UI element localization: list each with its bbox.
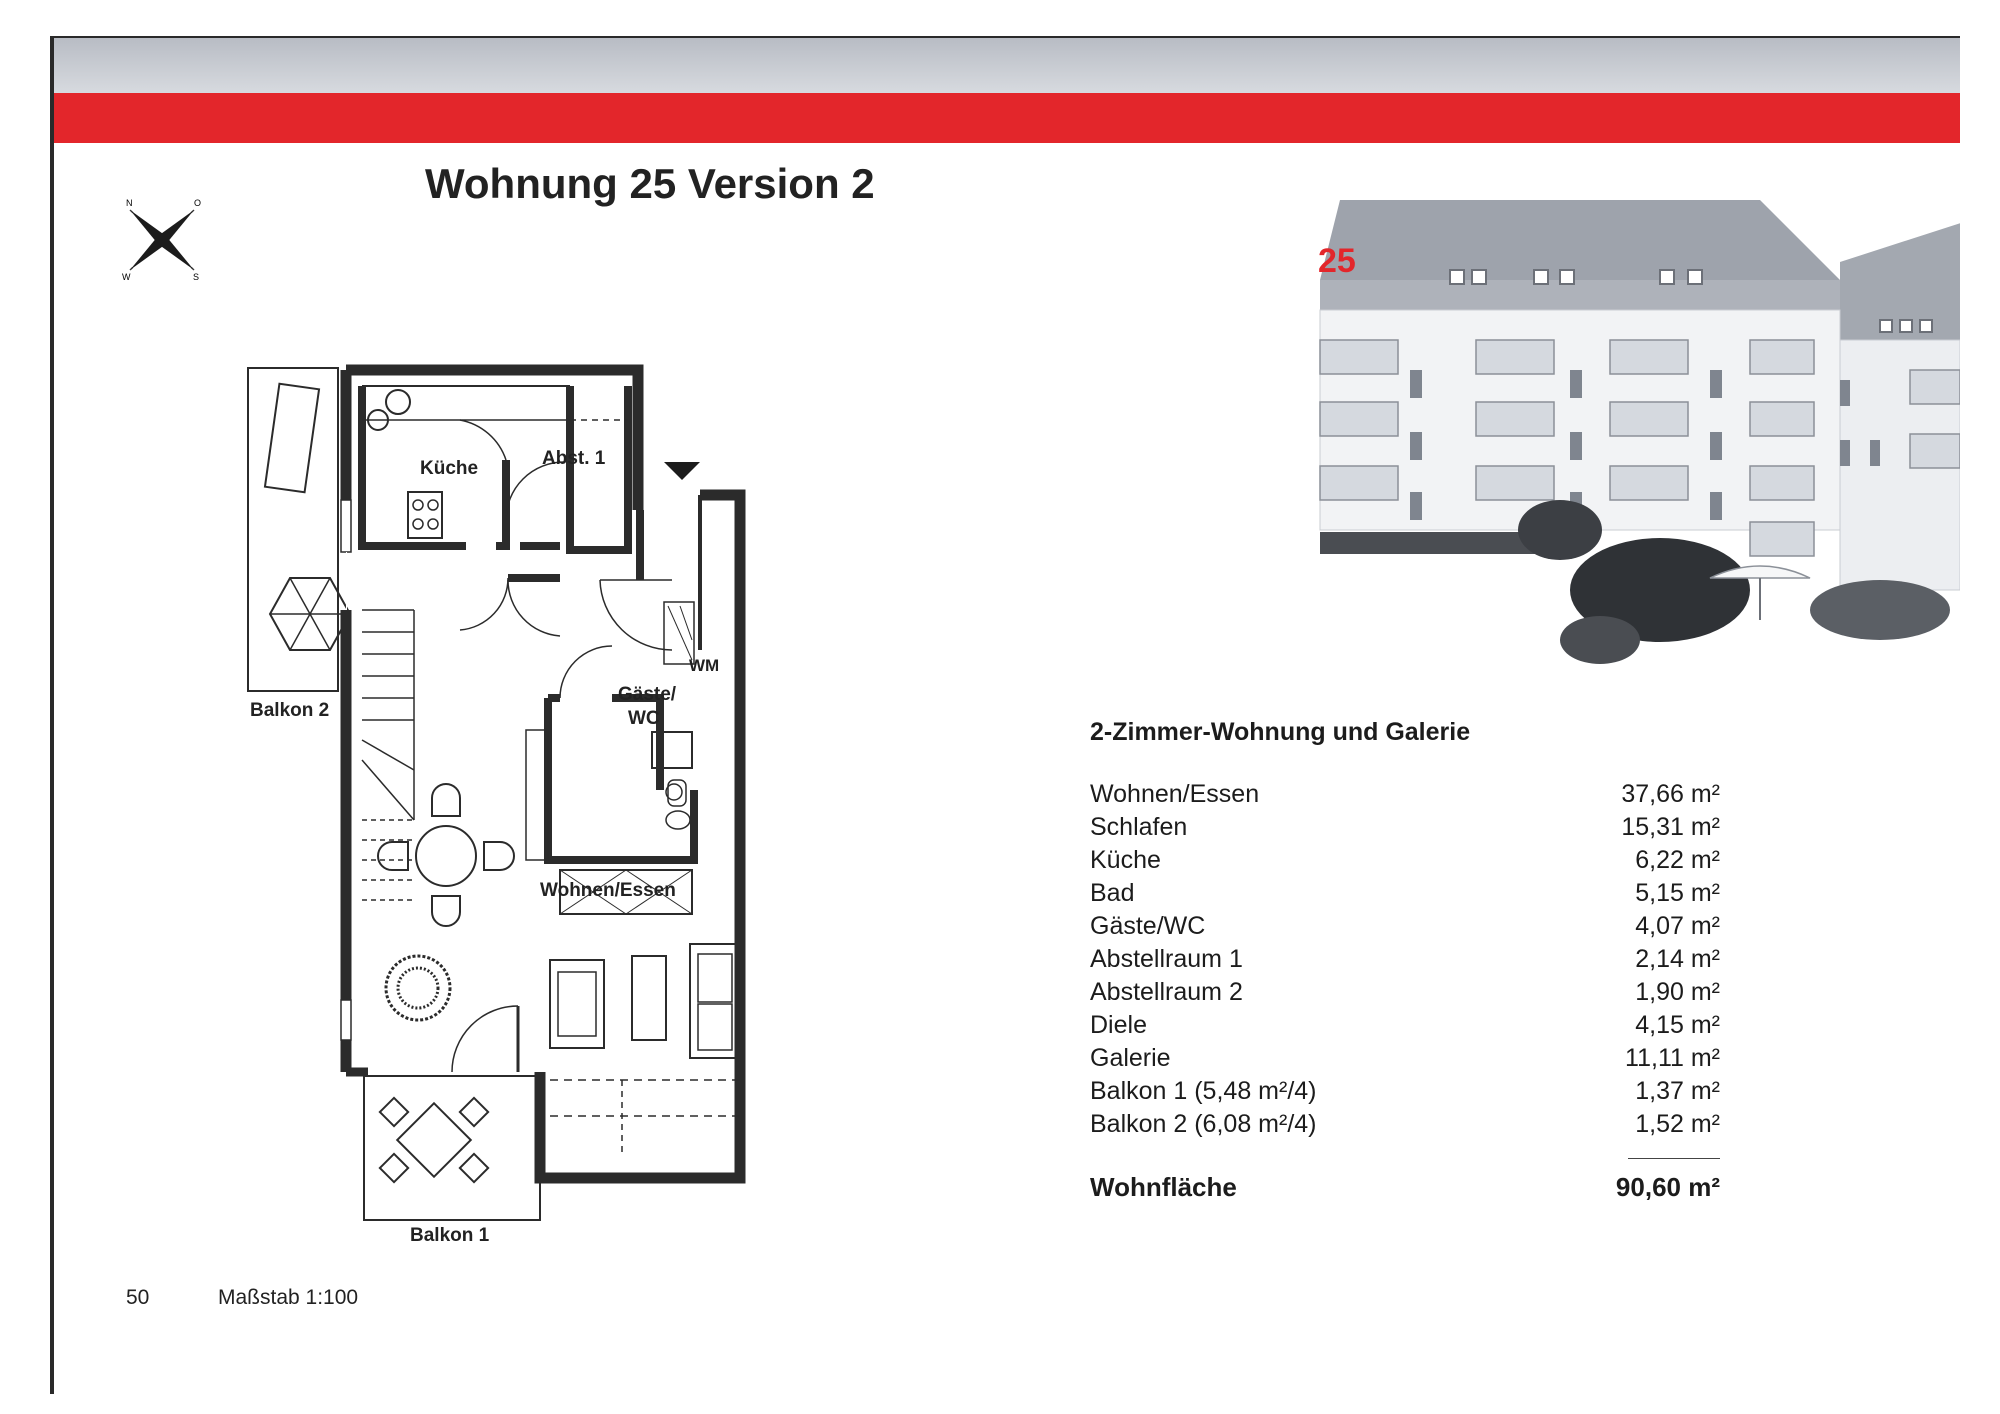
compass-w: W	[122, 272, 131, 282]
room-name: Küche	[1090, 846, 1161, 874]
room-area: 15,31 m²	[1621, 813, 1720, 841]
room-name: Balkon 1 (5,48 m²/4)	[1090, 1077, 1317, 1105]
room-row	[1090, 945, 1720, 978]
scale-note: Maßstab 1:100	[218, 1286, 359, 1309]
toilet-icon	[666, 811, 690, 829]
room-area: 5,15 m²	[1635, 879, 1720, 907]
total-value: 90,60 m²	[1615, 1172, 1720, 1202]
room-area: 4,15 m²	[1635, 1011, 1720, 1039]
balkon2-outline	[248, 368, 338, 691]
room-row	[1090, 879, 1720, 912]
label-gaeste-1: Gäste/	[618, 684, 677, 705]
sun-lounger-icon	[265, 384, 319, 493]
coffee-table-icon	[632, 956, 666, 1040]
room-name: Diele	[1090, 1011, 1147, 1039]
room-name: Balkon 2 (6,08 m²/4)	[1090, 1110, 1317, 1138]
page-number: 50	[126, 1286, 150, 1309]
label-kueche: Küche	[420, 458, 479, 479]
dining-table-icon	[416, 826, 476, 886]
room-name: Gäste/WC	[1090, 912, 1206, 940]
label-wm: WM	[689, 656, 720, 675]
balkon1-outline	[364, 1076, 540, 1220]
room-name: Abstellraum 1	[1090, 945, 1243, 973]
unit-number-badge: 25	[1318, 242, 1356, 280]
room-area: 1,37 m²	[1635, 1077, 1720, 1105]
room-row	[1090, 1110, 1720, 1143]
roof-left	[1320, 200, 1840, 280]
page-title: Wohnung 25 Version 2	[425, 160, 875, 207]
room-area: 37,66 m²	[1621, 780, 1720, 808]
compass-o: O	[194, 198, 202, 208]
building-render	[1280, 170, 1960, 680]
plant-icon	[386, 956, 450, 1020]
room-row	[1090, 1077, 1720, 1110]
room-row	[1090, 912, 1720, 945]
label-wohnen-essen: Wohnen/Essen	[540, 880, 676, 901]
room-area: 11,11 m²	[1625, 1044, 1720, 1072]
compass-s: S	[193, 272, 200, 282]
total-divider	[1628, 1158, 1720, 1159]
room-area: 2,14 m²	[1635, 945, 1720, 973]
room-area-list	[1090, 780, 1720, 1143]
balcony-table-icon	[397, 1103, 471, 1177]
room-row	[1090, 1011, 1720, 1044]
compass-n: N	[126, 198, 133, 208]
room-area: 1,90 m²	[1635, 978, 1720, 1006]
room-name: Wohnen/Essen	[1090, 780, 1260, 808]
room-row	[1090, 846, 1720, 879]
room-row	[1090, 813, 1720, 846]
staircase	[362, 610, 414, 900]
room-name: Abstellraum 2	[1090, 978, 1243, 1006]
header-band-red	[54, 93, 1960, 143]
room-area: 1,52 m²	[1635, 1110, 1720, 1138]
room-name: Bad	[1090, 879, 1135, 907]
room-row	[1090, 978, 1720, 1011]
label-balkon1: Balkon 1	[410, 1225, 490, 1246]
compass-icon	[62, 166, 202, 286]
stove-icon	[408, 492, 442, 538]
label-gaeste-2: WC	[628, 708, 660, 729]
room-name: Galerie	[1090, 1044, 1171, 1072]
room-area: 6,22 m²	[1635, 846, 1720, 874]
room-area: 4,07 m²	[1635, 912, 1720, 940]
room-name: Schlafen	[1090, 813, 1188, 841]
room-row	[1090, 1044, 1720, 1077]
label-abst1: Abst. 1	[542, 448, 606, 469]
entrance-arrow-icon	[664, 462, 700, 480]
floor-plan	[160, 320, 800, 1240]
label-balkon2: Balkon 2	[250, 700, 330, 721]
header-band-grey	[54, 38, 1960, 93]
room-row	[1090, 780, 1720, 813]
total-row	[1090, 1172, 1720, 1206]
summary-subtitle: 2-Zimmer-Wohnung und Galerie	[1090, 718, 1471, 746]
total-label: Wohnfläche	[1090, 1172, 1237, 1202]
